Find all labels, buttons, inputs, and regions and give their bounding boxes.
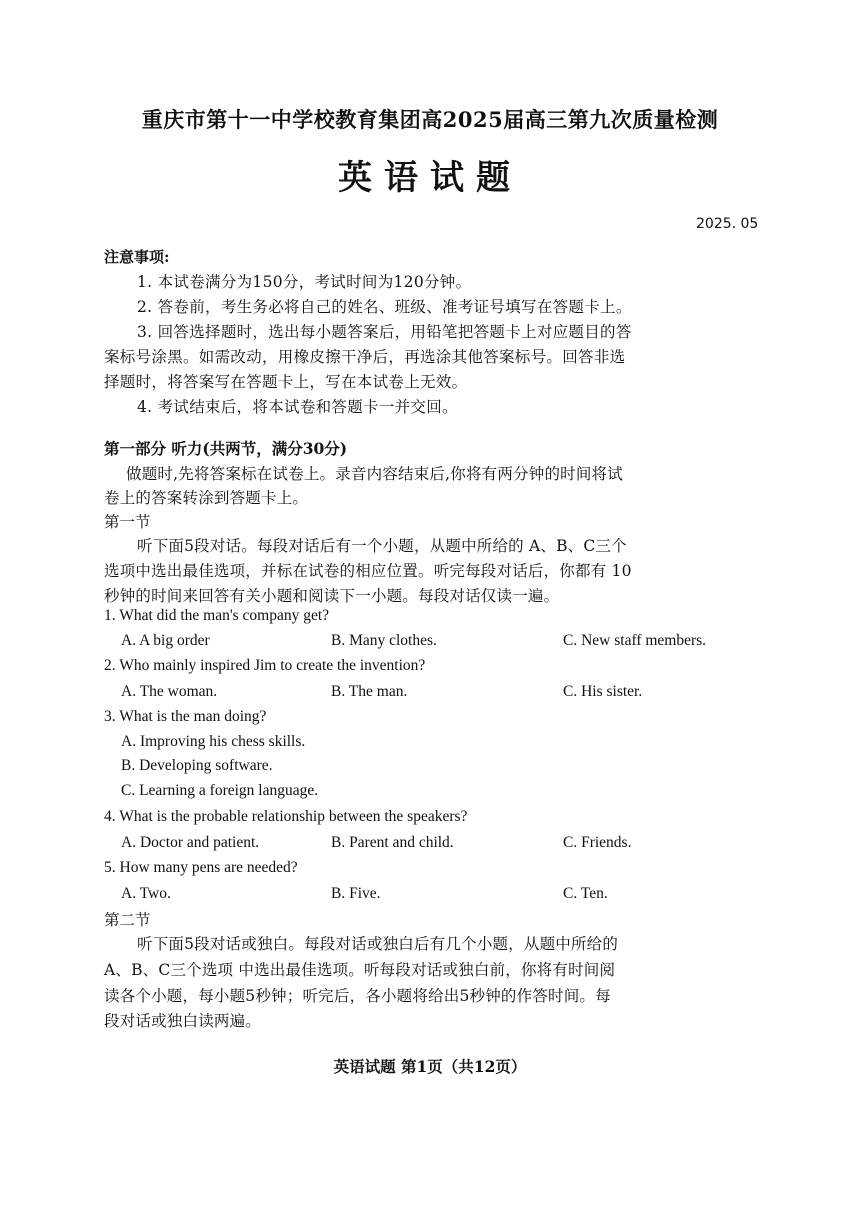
option-c: C. New staff members. — [563, 632, 707, 649]
section2-intro-line: 读各个小题，每小题5秒钟；听完后，各小题将给出5秒钟的作答时间。每 — [104, 987, 611, 1005]
exam-date: 2025. 05 — [696, 216, 759, 232]
option-c: C. Learning a foreign language. — [121, 782, 319, 799]
question-stem: 5. How many pens are needed? — [104, 859, 298, 876]
exam-title: 重庆市第十一中学校教育集团高2025届高三第九次质量检测 — [141, 107, 719, 132]
question-stem: 2. Who mainly inspired Jim to create the invention? — [104, 657, 426, 674]
part1-intro-line: 卷上的答案转涂到答题卡上。 — [104, 489, 309, 507]
option-a: A. Improving his chess skills. — [121, 733, 306, 750]
section2-intro-line: 听下面5段对话或独白。每段对话或独白后有几个小题，从题中所给的 — [137, 935, 619, 953]
notice-line: 1. 本试卷满分为150分，考试时间为120分钟。 — [137, 273, 472, 291]
option-c: C. His sister. — [563, 683, 643, 700]
option-a: A. Doctor and patient. — [121, 834, 260, 851]
section2-intro-line: A、B、C三个选项 中选出最佳选项。听每段对话或独白前，你将有时间阅 — [104, 961, 616, 979]
notice-heading: 注意事项: — [104, 248, 170, 266]
part1-heading: 第一部分 听力(共两节，满分30分) — [104, 439, 348, 458]
option-a: A. A big order — [121, 632, 210, 649]
section1-heading: 第一节 — [104, 513, 151, 531]
section1-intro-line: 听下面5段对话。每段对话后有一个小题，从题中所给的 A、B、C三个 — [137, 537, 627, 555]
section2-intro-line: 段对话或独白读两遍。 — [104, 1012, 262, 1030]
option-b: B. Many clothes. — [331, 632, 437, 649]
question-stem: 3. What is the man doing? — [104, 708, 267, 725]
option-b: B. Five. — [331, 885, 381, 902]
notice-line: 4. 考试结束后，将本试卷和答题卡一并交回。 — [137, 398, 458, 416]
option-b: B. Parent and child. — [331, 834, 454, 851]
section2-heading: 第二节 — [104, 911, 151, 929]
section1-intro-line: 秒钟的时间来回答有关小题和阅读下一小题。每段对话仅读一遍。 — [104, 587, 560, 605]
option-c: C. Friends. — [563, 834, 632, 851]
notice-line: 2. 答卷前，考生务必将自己的姓名、班级、准考证号填写在答题卡上。 — [137, 298, 632, 316]
part1-intro-line: 做题时,先将答案标在试卷上。录音内容结束后,你将有两分钟的时间将试 — [126, 465, 623, 483]
question-stem: 1. What did the man's company get? — [104, 607, 330, 624]
option-b: B. The man. — [331, 683, 408, 700]
subject-title: 英语试题 — [338, 158, 522, 198]
question-stem: 4. What is the probable relationship between the speakers? — [104, 808, 468, 825]
option-b: B. Developing software. — [121, 757, 273, 774]
notice-line: 择题时，将答案写在答题卡上，写在本试卷上无效。 — [104, 373, 468, 391]
option-a: A. Two. — [121, 885, 171, 902]
option-c: C. Ten. — [563, 885, 608, 902]
section1-intro-line: 选项中选出最佳选项，并标在试卷的相应位置。听完每段对话后，你都有 10 — [104, 562, 632, 580]
notice-line: 案标号涂黑。如需改动，用橡皮擦干净后，再选涂其他答案标号。回答非选 — [104, 348, 626, 366]
option-a: A. The woman. — [121, 683, 218, 700]
notice-line: 3. 回答选择题时，选出每小题答案后，用铅笔把答题卡上对应题目的答 — [137, 323, 632, 341]
page-footer: 英语试题 第1页（共12页） — [333, 1057, 527, 1076]
